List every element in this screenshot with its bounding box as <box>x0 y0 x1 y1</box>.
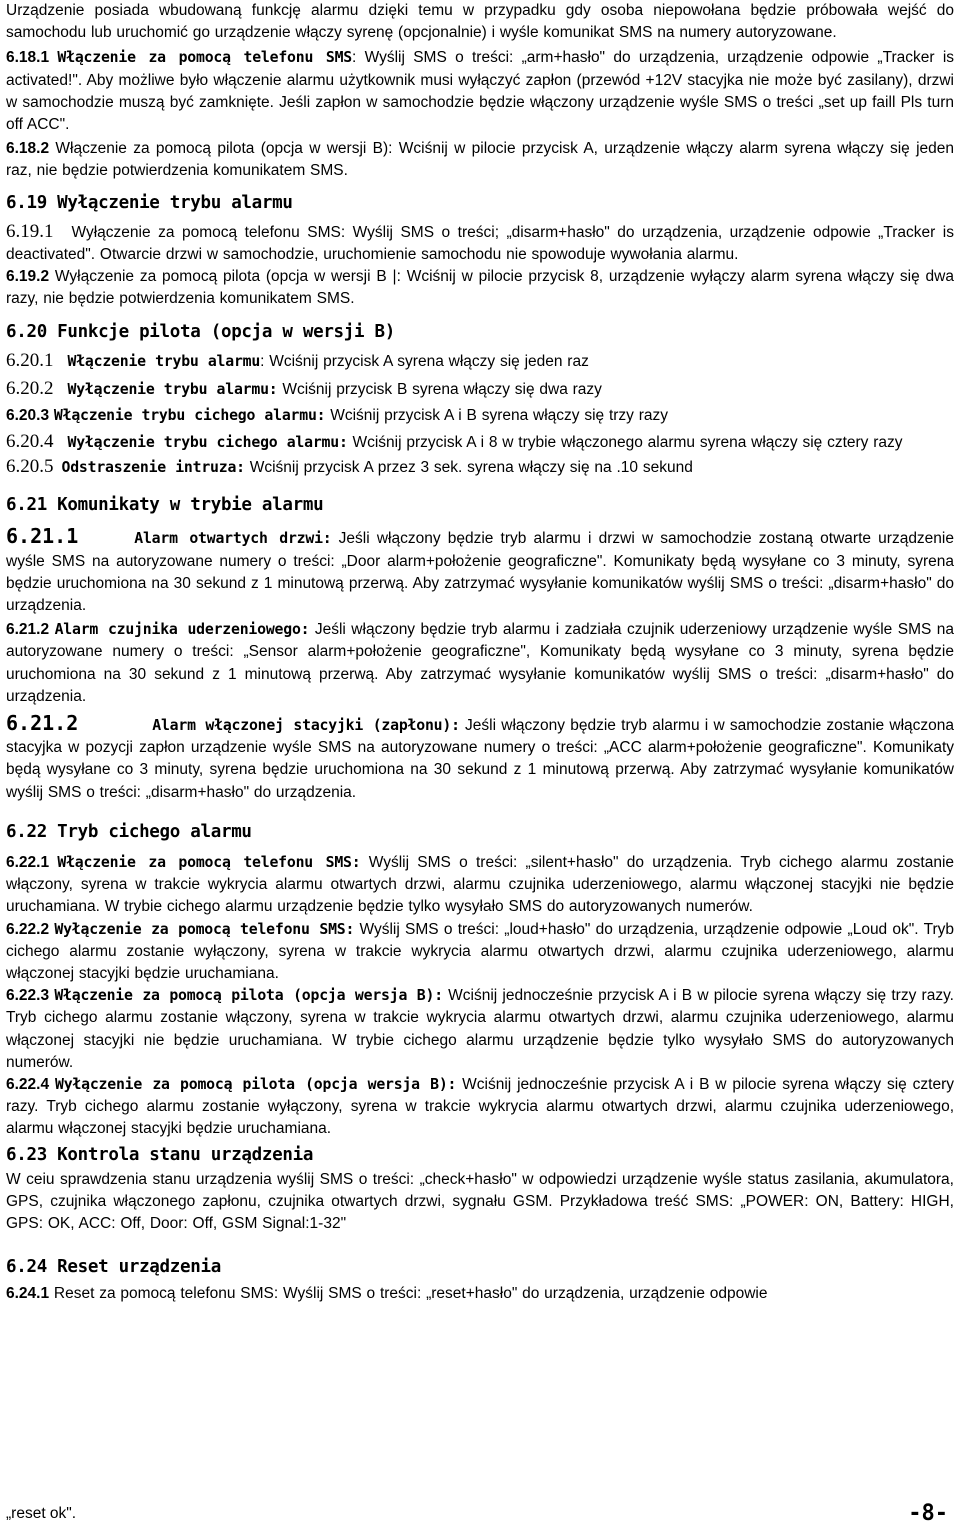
section-6-24-1 <box>6 1283 954 1305</box>
section-6-21-1 <box>6 525 954 617</box>
section-6-19-2 <box>6 266 954 310</box>
section-text: Jeśli włączony będzie tryb alarmu i w samochodzie zostanie włączona stacyjka w pozycji zapłon urządzenie wyśle SMS na autoryzowane numery o treści: „ACC alarm+położenie geograficzne". Komunikaty będą wysyłane co 3 minuty, syrena będzie uruchomiona na 30 sekund z 1 minutową przerwą. Aby zatrzymać wysyłanie komunikatów wyślij SMS o treści: „disarm+hasło" do urządzenia. <box>6 717 955 801</box>
section-6-22-3 <box>6 985 954 1074</box>
section-text: Wciśnij przycisk A i 8 w trybie włączonego alarmu syrena włączy się cztery razy <box>347 434 903 452</box>
section-6-22-4 <box>6 1074 954 1141</box>
section-number: 6.21.1 <box>6 524 79 549</box>
section-text: Wyłączenie za pomocą pilota (opcja w wersji B |: Wciśnij w pilocie przycisk 8, urządzenie wyłączy alarm syrena włączy się dwa razy, nie będzie potwierdzenia komunikatem SMS. <box>6 268 954 308</box>
section-text: : Wciśnij przycisk A syrena włączy się jeden raz <box>260 353 589 371</box>
section-6-20-3 <box>6 405 954 427</box>
section-text: Wciśnij przycisk A przez 3 sek. syrena włączy się na .10 sekund <box>244 459 693 477</box>
section-title: Odstraszenie intruza: <box>61 459 245 477</box>
page-footer <box>6 1501 948 1526</box>
section-6-21-2 <box>6 619 954 708</box>
section-number: 6.18.1 <box>6 49 50 67</box>
section-number: 6.22.3 <box>6 987 50 1005</box>
section-title: Włączenie trybu cichego alarmu: <box>53 406 326 424</box>
section-number: 6.22.2 <box>6 920 50 938</box>
section-title: Alarm otwartych drzwi: <box>134 530 332 548</box>
section-title: Włączenie trybu alarmu <box>67 353 261 371</box>
section-6-19-1 <box>6 221 954 266</box>
section-number: 6.20.3 <box>6 406 50 424</box>
section-6-18-1 <box>6 47 954 136</box>
section-6-22-2 <box>6 919 954 986</box>
heading-6-19: 6.19 Wyłączenie trybu alarmu <box>6 192 293 213</box>
section-text: Wciśnij jednocześnie przycisk A i B w pilocie syrena włączy się trzy razy. Tryb cichego alarmu zostanie włączony, syrena w trakcie wykrycia alarmu otwartych drzwi, alarmu czujnika uderzeniowego, alarmu włączonej stacyjki nie będzie uruchamiana. W trybie cichego alarmu urządzenie będzie tylko wysyłało SMS do autoryzowanych numerów. <box>6 987 954 1071</box>
page-number: -8- <box>908 1501 948 1526</box>
section-title: Wyłączenie trybu alarmu: <box>67 380 278 398</box>
section-number: 6.21.2 <box>6 711 79 736</box>
heading-6-20: 6.20 Funkcje pilota (opcja w wersji B) <box>6 322 395 343</box>
section-text: Jeśli włączony będzie tryb alarmu i zadziała czujnik uderzeniowy urządzenie wyśle SMS na autoryzowane numery o treści: „Sensor alarm+położenie geograficzne", Komunikaty będą wysyłane co 3 minuty, syrena będzie uruchomiona na 30 sekund z 1 minutową przerwą. Aby zatrzymać wysyłanie komunikatów wyślij SMS o treści: „disarm+hasło" do urządzenia. <box>6 621 955 705</box>
section-title: Wyłączenie trybu cichego alarmu: <box>67 434 348 452</box>
section-number: 6.21.2 <box>6 621 50 639</box>
section-number: 6.20.4 <box>6 431 54 453</box>
section-6-20-1 <box>6 350 954 373</box>
section-title: Włączenie za pomocą pilota (opcja wersja B): <box>54 987 443 1005</box>
section-title: Alarm czujnika uderzeniowego: <box>54 621 310 639</box>
section-6-20-5 <box>6 456 954 479</box>
section-title: Wyłączenie za pomocą pilota (opcja wersja B): <box>54 1075 457 1093</box>
section-number: 6.19.1 <box>6 220 54 242</box>
section-number: 6.24.1 <box>6 1285 50 1303</box>
section-number: 6.20.1 <box>6 350 54 372</box>
section-number: 6.20.2 <box>6 377 54 399</box>
section-6-21-2-ignition <box>6 712 954 804</box>
section-number: 6.22.4 <box>6 1075 50 1093</box>
heading-6-24: 6.24 Reset urządzenia <box>6 1257 221 1278</box>
heading-6-21: 6.21 Komunikaty w trybie alarmu <box>6 495 324 516</box>
section-number: 6.19.2 <box>6 268 50 286</box>
document-page <box>6 0 954 1305</box>
section-number: 6.22.1 <box>6 853 50 871</box>
section-6-24-1-tail: „reset ok". <box>6 1505 77 1522</box>
section-6-18-2 <box>6 138 954 182</box>
intro-paragraph: Urządzenie posiada wbudowaną funkcję alarmu dzięki temu w przypadku gdy osoba niepowołana będzie próbowała wejść do samochodu lub uruchomić go urządzenie włączy syrenę (opcjonalnie) i wyśle komunikat SMS na numery autoryzowane. <box>6 2 954 42</box>
section-text: Wyślij SMS o treści: „silent+hasło" do urządzenia. Tryb cichego alarmu zostanie włączony, syrena w trakcie wykrycia alarmu otwartych drzwi, alarmu czujnika uderzeniowego, alarmu włączonej stacyjki nie będzie uruchamiana. W trybie cichego alarmu urządzenie będzie tylko wysyłało SMS do autoryzowanych numerów. <box>6 853 955 916</box>
section-6-23-text: W ceiu sprawdzenia stanu urządzenia wyślij SMS o treści: „check+hasło" w odpowiedzi urządzenie wyśle status zasilania, akumulatora, GPS, czujnika włączonego zapłonu, czujnika otwartych drzwi, sygnału GSM. Przykładowa treść SMS: „POWER: ON, Battery: HIGH, GPS: OK, ACC: Off, Door: Off, GSM Signal:1-32" <box>6 1170 954 1232</box>
section-text: : Wyślij SMS o treści: „arm+hasło" do urządzenia, urządzenie odpowie „Tracker is activated!". Aby możliwe było włączenie alarmu użytkownik musi wyłączyć zapłon (przewód +12V stacyjka nie może być zasilany), drzwi w samochodzie muszą być zamknięte. Jeśli zapłon w samochodzie będzie włączony urządzenie wyśle SMS o treści „set up faill Pls turn off ACC". <box>6 49 955 134</box>
section-6-20-4 <box>6 431 954 454</box>
section-title: Alarm włączonej stacyjki (zapłonu): <box>152 717 460 735</box>
section-number: 6.18.2 <box>6 140 50 158</box>
section-6-20-2 <box>6 378 954 401</box>
heading-6-22: 6.22 Tryb cichego alarmu <box>6 821 252 842</box>
section-text: Wyślij SMS o treści: „loud+hasło" do urządzenia, urządzenie odpowie „Loud ok". Tryb cichego alarmu zostanie wyłączony, syrena w trakcie wykrycia alarmu otwartych drzwi, alarmu czujnika uderzeniowego, alarmu włączonej stacyjki będzie uruchamiana. <box>6 920 954 982</box>
section-text: Włączenie za pomocą pilota (opcja w wersji B): Wciśnij w pilocie przycisk A, urządzenie włączy alarm syrena włączy się jeden raz, nie będzie potwierdzenia komunikatem SMS. <box>6 140 954 180</box>
heading-6-23: 6.23 Kontrola stanu urządzenia <box>6 1144 314 1165</box>
section-title: Włączenie za pomocą telefonu SMS: <box>57 853 361 871</box>
section-text: Jeśli włączony będzie tryb alarmu i drzwi w samochodzie zostaną otwarte urządzenie wyśle SMS na autoryzowane numery o treści: „Door alarm+położenie geograficzne". Komunikaty będą wysyłane co 3 minuty, syrena będzie uruchomiona na 30 sekund z 1 minutową przerwą. Aby zatrzymać wysyłanie komunikatów wyślij SMS o treści: „disarm+hasło" do urządzenia. <box>6 530 954 615</box>
section-title: Wyłączenie za pomocą telefonu SMS: <box>54 920 355 938</box>
section-text: Reset za pomocą telefonu SMS: Wyślij SMS o treści: „reset+hasło" do urządzenia, urządzenie odpowie <box>49 1285 768 1303</box>
section-text: Wciśnij przycisk B syrena włączy się dwa razy <box>277 380 602 398</box>
section-text: Wyłączenie za pomocą telefonu SMS: Wyślij SMS o treści; „disarm+hasło" do urządzenia, urządzenie odpowie „Tracker is deactivated". Otwarcie drzwi w samochodzie, uruchomienie samochodu nie spowoduje wywołania alarmu. <box>6 223 954 263</box>
section-text: Wciśnij przycisk A i B syrena włączy się trzy razy <box>325 406 669 424</box>
section-text: Wciśnij jednocześnie przycisk A i B w pilocie syrena włączy się cztery razy. Tryb cichego alarmu zostanie wyłączony, syrena w trakcie wykrycia alarmu otwartych drzwi, alarmu czujnika uderzeniowego, alarmu włączonej stacyjki będzie uruchamiana. <box>6 1075 954 1138</box>
section-title: Włączenie za pomocą telefonu SMS <box>57 49 352 67</box>
section-6-22-1 <box>6 852 954 919</box>
section-number: 6.20.5 <box>6 456 54 478</box>
